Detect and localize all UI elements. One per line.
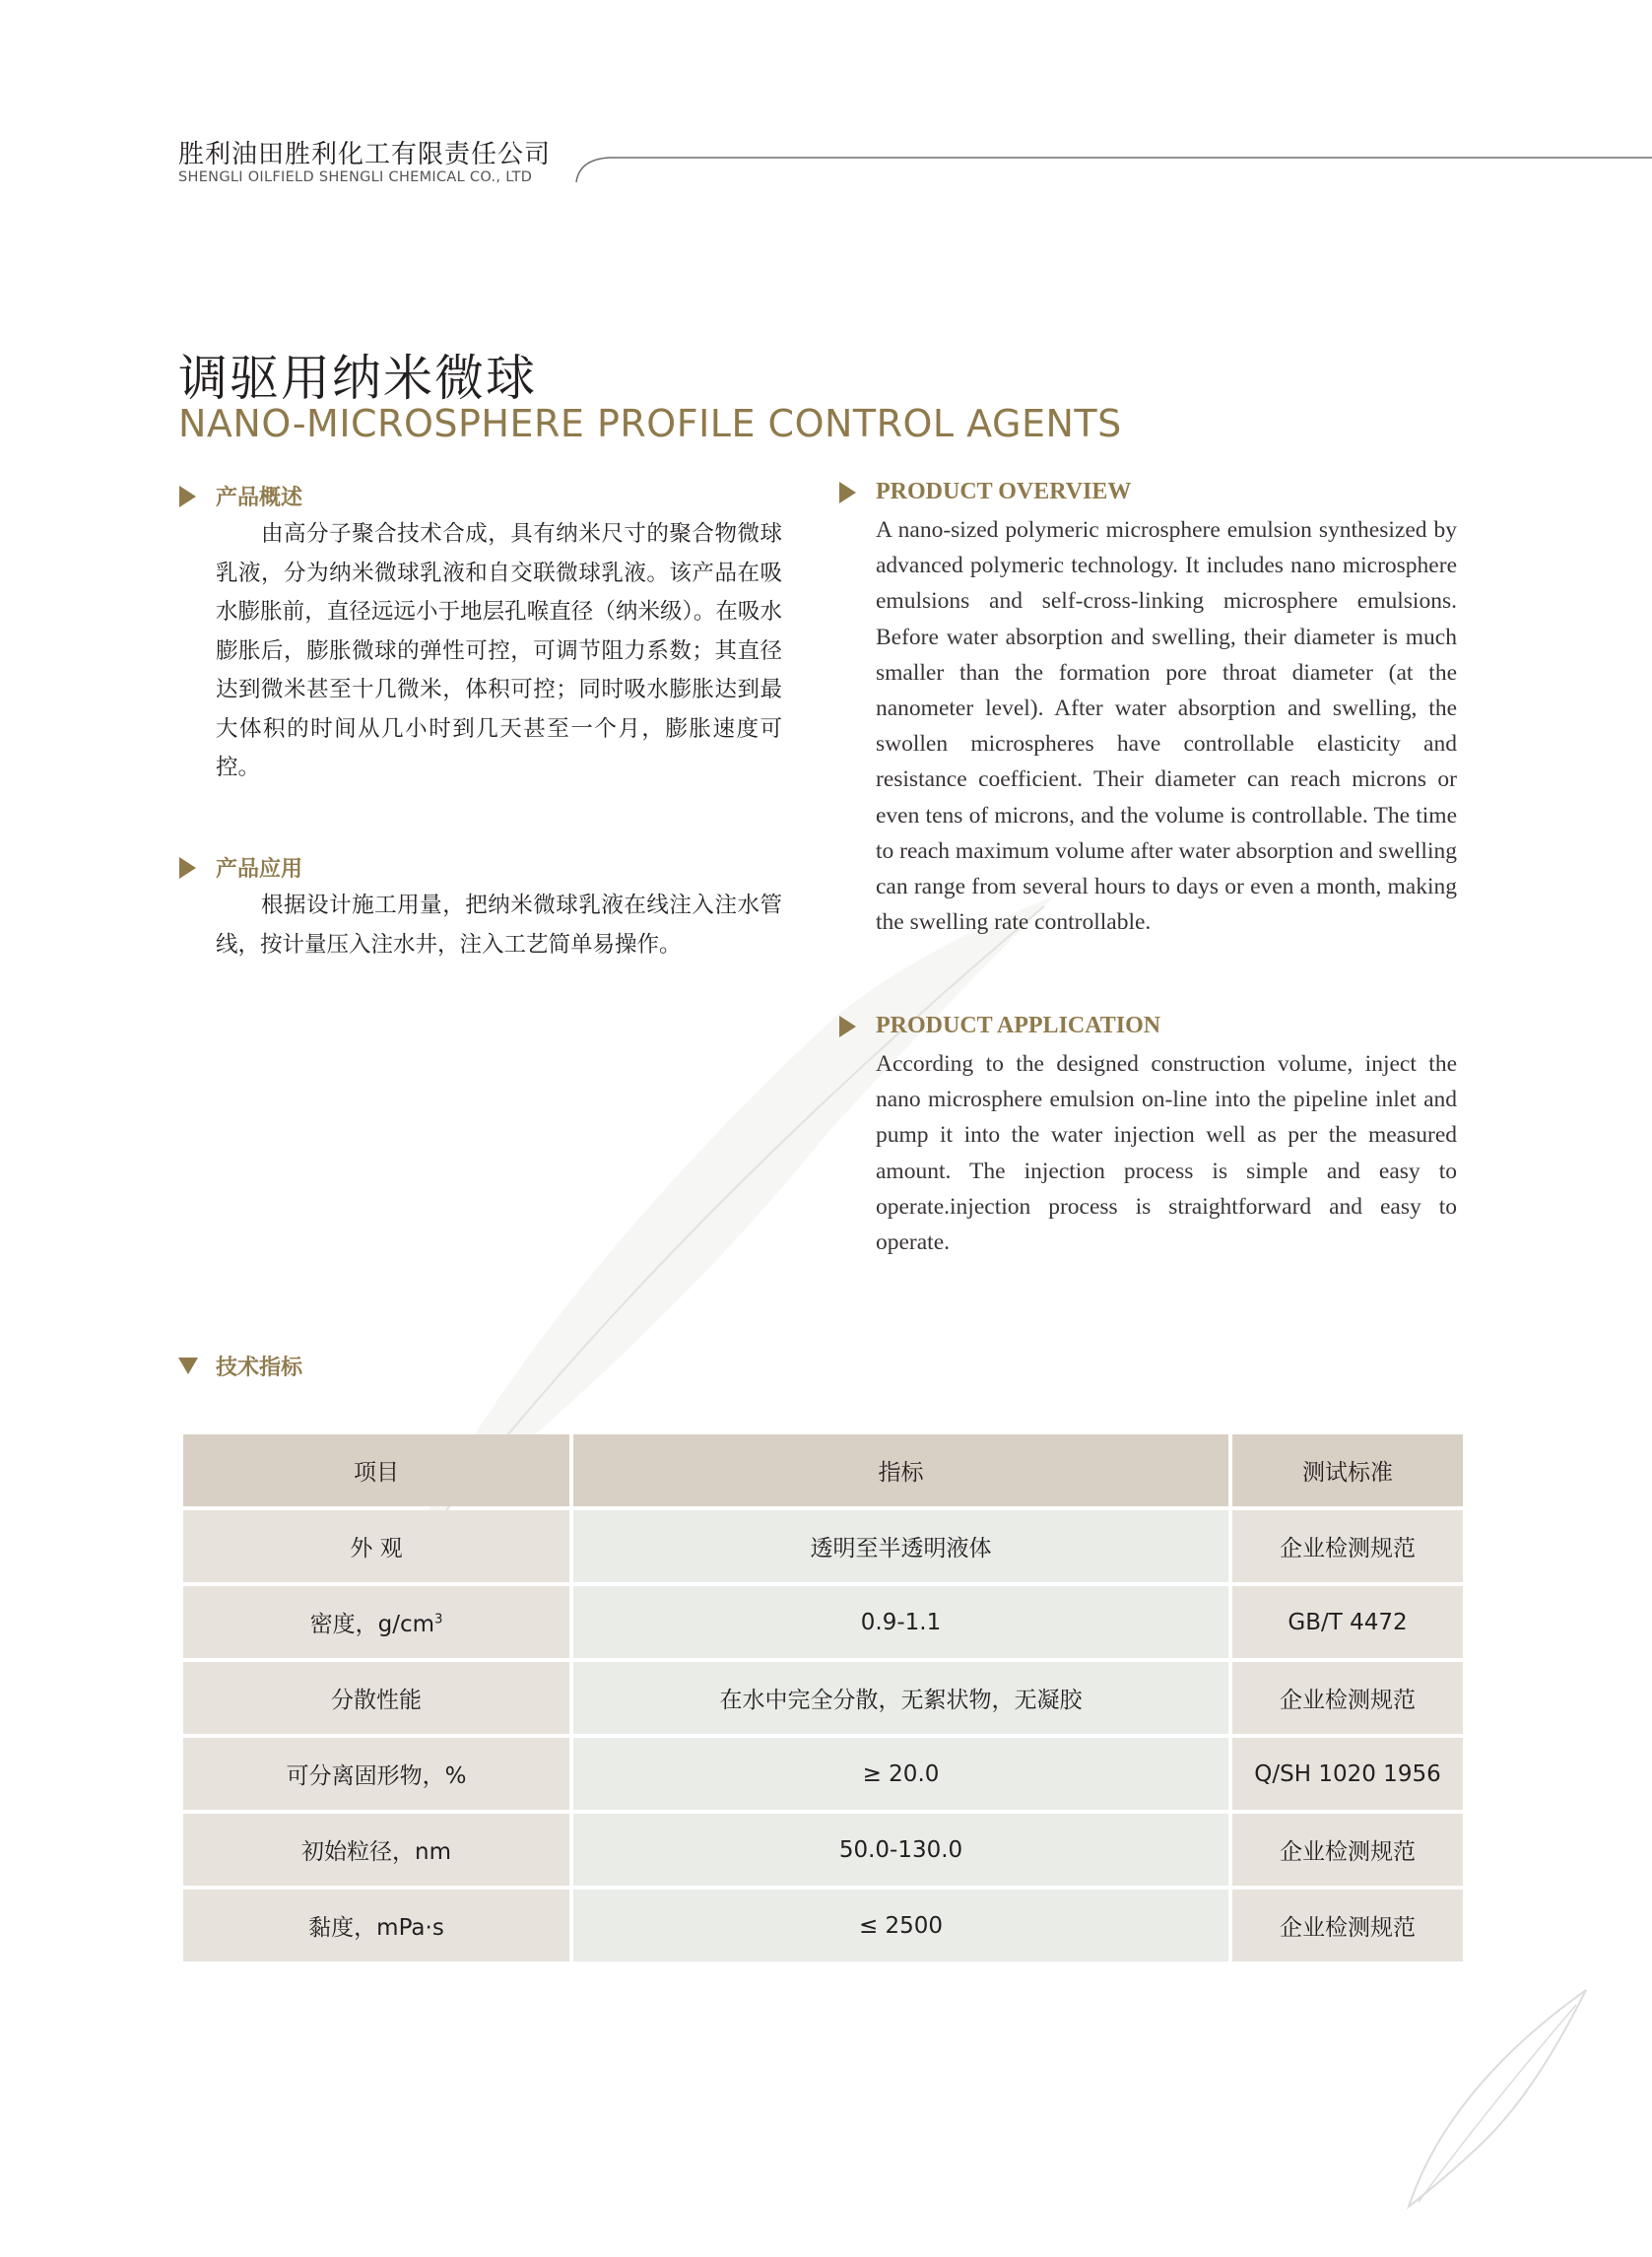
overview-body-cn: 由高分子聚合技术合成，具有纳米尺寸的聚合物微球乳液，分为纳米微球乳液和自交联微球乳液。该产品在吸水膨胀前，直径远远小于地层孔喉直径（纳米级）。在吸水膨胀后，膨胀微球的弹性可控，可调节阻力系数；其直径达到微米甚至十几微米，体积可控；同时吸水膨胀达到最大体积的时间从几小时到几天甚至一个月，膨胀速度可控。 bbox=[216, 521, 782, 780]
company-logo-watermark bbox=[1389, 1970, 1645, 2246]
row-standard: 企业检测规范 bbox=[1232, 1814, 1463, 1886]
row-value: 50.0-130.0 bbox=[573, 1814, 1228, 1886]
row-standard: GB/T 4472 bbox=[1232, 1586, 1463, 1658]
row-item: 分散性能 bbox=[183, 1662, 569, 1734]
column-header-standard: 测试标准 bbox=[1232, 1434, 1463, 1506]
overview-body-en: A nano-sized polymeric microsphere emulsion synthesized by advanced polymeric technology. It includes nano microsphere emulsions and self-cross-linking microsphere emulsions. Before water absorption and swelling, their diameter is much smaller than the formation pore throat diameter (at the nanometer level). After water absorption and swelling, the swollen microspheres have controllable elasticity and resistance coefficient. Their diameter can reach microns or even tens of microns, and the volume is controllable. The time to reach maximum volume after water absorption and swelling can range from several hours to days or even a month, making the swelling rate controllable. bbox=[876, 517, 1457, 936]
row-item-text: 密度，g/cm bbox=[309, 1612, 435, 1637]
triangle-down-icon bbox=[178, 1358, 198, 1374]
application-heading-en-text: PRODUCT APPLICATION bbox=[876, 1013, 1161, 1038]
triangle-right-icon bbox=[839, 482, 856, 503]
row-item: 黏度，mPa·s bbox=[183, 1890, 569, 1961]
company-name-en: SHENGLI OILFIELD SHENGLI CHEMICAL CO., LTD bbox=[178, 169, 533, 185]
table-row bbox=[183, 1814, 1463, 1886]
table-row bbox=[183, 1586, 1463, 1658]
table-header-row bbox=[183, 1434, 1463, 1506]
table-row bbox=[183, 1738, 1463, 1810]
specs-table bbox=[179, 1430, 1467, 1965]
row-standard: 企业检测规范 bbox=[1232, 1510, 1463, 1582]
table-row bbox=[183, 1662, 1463, 1734]
row-standard: 企业检测规范 bbox=[1232, 1890, 1463, 1961]
application-heading-en bbox=[839, 1013, 1160, 1039]
application-heading-cn bbox=[179, 852, 302, 883]
company-name-cn: 胜利油田胜利化工有限责任公司 bbox=[178, 140, 552, 169]
row-value: 0.9-1.1 bbox=[573, 1586, 1228, 1658]
specs-heading-text: 技术指标 bbox=[216, 1356, 303, 1380]
table-row bbox=[183, 1510, 1463, 1582]
row-item-superscript: 3 bbox=[434, 1612, 443, 1627]
row-standard: Q/SH 1020 1956 bbox=[1232, 1738, 1463, 1810]
row-value: 在水中完全分散，无絮状物，无凝胶 bbox=[573, 1662, 1228, 1734]
overview-heading-en bbox=[839, 479, 1131, 505]
overview-heading-en-text: PRODUCT OVERVIEW bbox=[876, 479, 1132, 504]
row-item: 可分离固形物，% bbox=[183, 1738, 569, 1810]
page-title-en: NANO-MICROSPHERE PROFILE CONTROL AGENTS bbox=[178, 402, 1122, 445]
triangle-right-icon bbox=[179, 486, 196, 507]
application-body-cn: 根据设计施工用量，把纳米微球乳液在线注入注水管线，按计量压入注水井，注入工艺简单易操作。 bbox=[216, 893, 782, 958]
column-header-value: 指标 bbox=[573, 1434, 1228, 1506]
row-value: 透明至半透明液体 bbox=[573, 1510, 1228, 1582]
column-header-item: 项目 bbox=[183, 1434, 569, 1506]
row-item: 初始粒径，nm bbox=[183, 1814, 569, 1886]
row-item bbox=[183, 1586, 569, 1658]
row-value: ≤ 2500 bbox=[573, 1890, 1228, 1961]
overview-heading-cn bbox=[179, 481, 302, 511]
application-heading-cn-text: 产品应用 bbox=[216, 857, 303, 882]
application-body-en: According to the designed construction volume, inject the nano microsphere emulsion on-line into the pipeline inlet and pump it into the water injection well as per the measured amount. The injection process is simple and easy to operate.injection process is straightforward and easy to operate. bbox=[876, 1051, 1457, 1256]
table-row bbox=[183, 1890, 1463, 1961]
specs-heading bbox=[178, 1351, 302, 1381]
overview-heading-cn-text: 产品概述 bbox=[216, 486, 303, 510]
row-item: 外 观 bbox=[183, 1510, 569, 1582]
triangle-right-icon bbox=[839, 1016, 856, 1037]
triangle-right-icon bbox=[179, 857, 196, 879]
page-title-cn: 调驱用纳米微球 bbox=[178, 350, 537, 407]
row-value: ≥ 20.0 bbox=[573, 1738, 1228, 1810]
row-standard: 企业检测规范 bbox=[1232, 1662, 1463, 1734]
